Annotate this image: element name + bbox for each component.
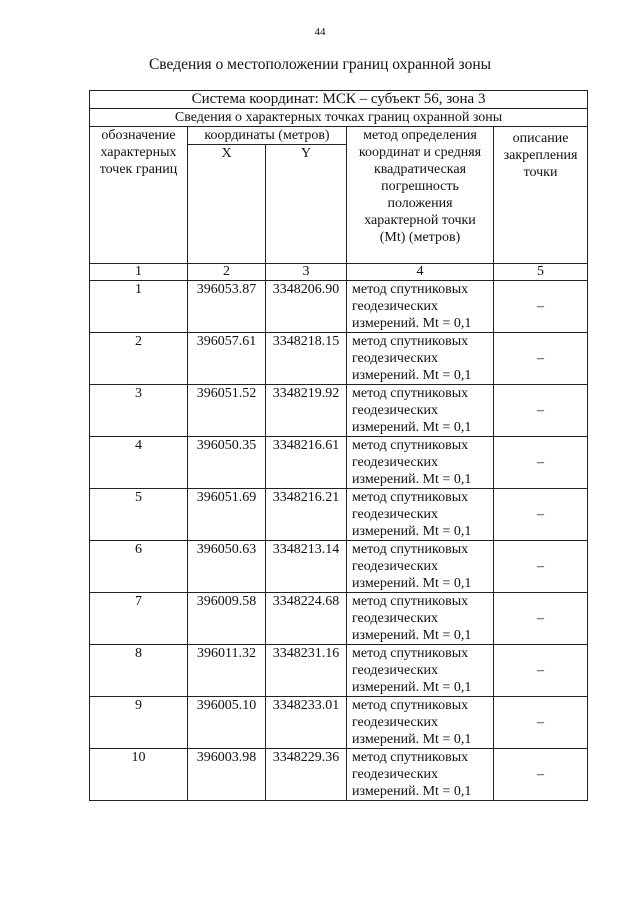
coordinate-x: 396057.61 — [188, 333, 266, 385]
point-designation: 4 — [90, 437, 188, 489]
fixation-description: – — [494, 385, 588, 437]
point-designation: 5 — [90, 489, 188, 541]
method-description: метод спутниковых геодезических измерений. Mt = 0,1 — [347, 593, 494, 645]
coordinate-y: 3348206.90 — [266, 281, 347, 333]
fixation-description: – — [494, 437, 588, 489]
table-row — [90, 333, 588, 385]
coordinate-y: 3348218.15 — [266, 333, 347, 385]
coordinates-table — [89, 90, 588, 801]
fixation-description: – — [494, 749, 588, 801]
table-row — [90, 541, 588, 593]
method-description: метод спутниковых геодезических измерений. Mt = 0,1 — [347, 281, 494, 333]
method-description: метод спутниковых геодезических измерений. Mt = 0,1 — [347, 749, 494, 801]
point-designation: 3 — [90, 385, 188, 437]
coordinate-y: 3348219.92 — [266, 385, 347, 437]
coordinate-system-row — [90, 91, 588, 109]
column-numbers-row — [90, 264, 588, 281]
coordinate-x: 396005.10 — [188, 697, 266, 749]
header-description: описание закрепления точки — [494, 127, 588, 264]
coordinate-x: 396050.35 — [188, 437, 266, 489]
fixation-description: – — [494, 541, 588, 593]
table-row — [90, 489, 588, 541]
method-description: метод спутниковых геодезических измерений. Mt = 0,1 — [347, 697, 494, 749]
coordinate-x: 396009.58 — [188, 593, 266, 645]
coordinate-x: 396051.69 — [188, 489, 266, 541]
coordinate-y: 3348224.68 — [266, 593, 347, 645]
page-number: 44 — [314, 26, 326, 38]
header-row — [90, 127, 588, 145]
column-number: 4 — [347, 264, 494, 281]
table-row — [90, 281, 588, 333]
table-row — [90, 593, 588, 645]
fixation-description: – — [494, 333, 588, 385]
section-title-row — [90, 109, 588, 127]
coordinate-y: 3348213.14 — [266, 541, 347, 593]
method-description: метод спутниковых геодезических измерений. Mt = 0,1 — [347, 645, 494, 697]
point-designation: 8 — [90, 645, 188, 697]
header-designation: обозначение характерных точек границ — [90, 127, 188, 264]
column-number: 5 — [494, 264, 588, 281]
table-row — [90, 437, 588, 489]
coordinate-system: Система координат: МСК – субъект 56, зона 3 — [90, 91, 588, 109]
section-title: Сведения о характерных точках границ охранной зоны — [90, 109, 588, 127]
coordinate-x: 396011.32 — [188, 645, 266, 697]
method-description: метод спутниковых геодезических измерений. Mt = 0,1 — [347, 385, 494, 437]
coordinate-x: 396050.63 — [188, 541, 266, 593]
header-y: Y — [266, 145, 347, 264]
header-coordinates: координаты (метров) — [188, 127, 347, 145]
coordinate-y: 3348216.21 — [266, 489, 347, 541]
coordinate-x: 396053.87 — [188, 281, 266, 333]
table-row — [90, 749, 588, 801]
method-description: метод спутниковых геодезических измерений. Mt = 0,1 — [347, 437, 494, 489]
coordinate-x: 396003.98 — [188, 749, 266, 801]
document-title: Сведения о местоположении границ охранной зоны — [148, 56, 492, 73]
method-description: метод спутниковых геодезических измерений. Mt = 0,1 — [347, 489, 494, 541]
fixation-description: – — [494, 645, 588, 697]
coordinate-y: 3348216.61 — [266, 437, 347, 489]
column-number: 2 — [188, 264, 266, 281]
table-row — [90, 697, 588, 749]
coordinate-y: 3348231.16 — [266, 645, 347, 697]
column-number: 1 — [90, 264, 188, 281]
point-designation: 1 — [90, 281, 188, 333]
point-designation: 10 — [90, 749, 188, 801]
fixation-description: – — [494, 593, 588, 645]
table-row — [90, 645, 588, 697]
coordinate-y: 3348233.01 — [266, 697, 347, 749]
table-row — [90, 385, 588, 437]
fixation-description: – — [494, 697, 588, 749]
coordinate-y: 3348229.36 — [266, 749, 347, 801]
method-description: метод спутниковых геодезических измерений. Mt = 0,1 — [347, 541, 494, 593]
fixation-description: – — [494, 281, 588, 333]
point-designation: 7 — [90, 593, 188, 645]
header-x: X — [188, 145, 266, 264]
point-designation: 9 — [90, 697, 188, 749]
fixation-description: – — [494, 489, 588, 541]
header-method: метод определения координат и средняя квадратическая погрешность положения характерной точки (Mt) (метров) — [347, 127, 494, 264]
coordinate-x: 396051.52 — [188, 385, 266, 437]
column-number: 3 — [266, 264, 347, 281]
point-designation: 2 — [90, 333, 188, 385]
method-description: метод спутниковых геодезических измерений. Mt = 0,1 — [347, 333, 494, 385]
point-designation: 6 — [90, 541, 188, 593]
